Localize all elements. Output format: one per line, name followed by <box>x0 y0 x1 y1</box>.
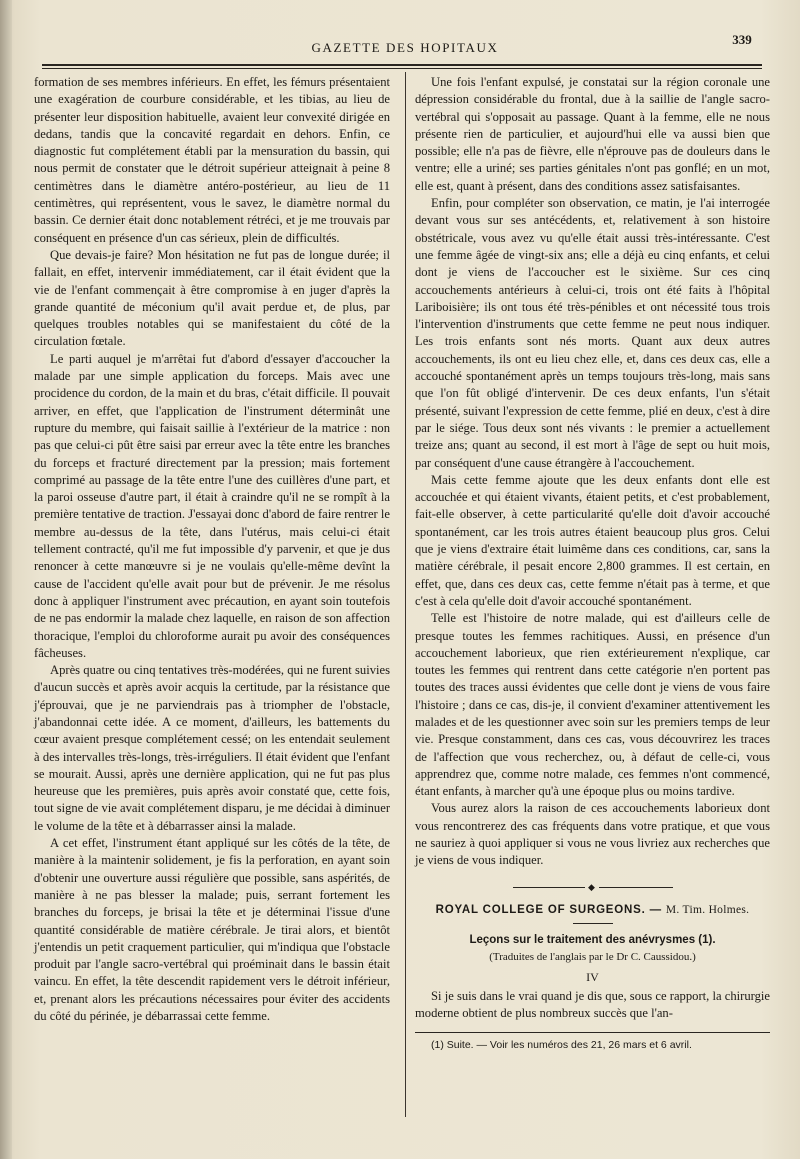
paragraph: A cet effet, l'instrument étant appliqué sur les côtés de la tête, de manière à la maintenir solidement, je fis la perforation, en ayant soin d'obtenir une ouverture aussi régulière que possible, sans aspérités, de manière à ne pas blesser la malade; puis, serrant fortement les branches du forceps, je brisai la tête et je déterminai l'issue d'une quantité considérable de matière cérébrale. Je tirai alors, et bientôt j'entendis un petit craquement particulier, qui m'indiqua que l'obstacle produit par l'angle sacro-vertébral qui proéminait dans le bassin était vaincu. En effet, la tête descendit rapidement vers le détroit inférieur, et, prenant alors les précautions nécessaires pour éviter des accidents du côté du périnée, je débarrassai cette femme. <box>34 836 390 1024</box>
footnote: (1) Suite. — Voir les numéros des 21, 26 mars et 6 avril. <box>431 1039 692 1052</box>
paragraph: Le parti auquel je m'arrêtai fut d'abord d'essayer d'accoucher la malade par une simple application du forceps. Mais avec une procidence du cordon, de la main et du bras, c'était difficile. Il pouvait arriver, en effet, que l'application de l'instrument déterminât une rupture du membre, qui faisait saillie à l'extérieur de la matrice : non pas que celui-ci pût être saisi par erreur avec la tête entre les branches du forceps et fracturé directement par la pression; mais fortement comprimé au passage de la tête entre l'une des cuillères d'une part, et la paroi osseuse d'autre part, il était à craindre qu'il ne se rompît à la première tentative de traction. J'essayai donc d'abord de faire rentrer le membre au-dessus de la tête, dans l'utérus, mais celui-ci était tellement contracté, qu'il me fut impossible d'y parvenir, et que je dus renoncer à cette manœuvre si je ne voulais qu'elle-même devînt la cause de l'accident qu'elle avait pour but de prévenir. Je me résolus donc à appliquer l'instrument avec précaution, en ayant soin toutefois de ne pas endormir la malade chez laquelle, en raison de son affection thoracique, l'emploi du chloroforme aurait pu avoir des conséquences fâcheuses. <box>34 351 390 660</box>
section-title-text: ROYAL COLLEGE OF SURGEONS. — <box>435 903 662 916</box>
paragraph: Que devais-je faire? Mon hésitation ne fut pas de longue durée; il fallait, en effet, intervenir immédiatement, car il était évident que la vie de l'enfant commençait à être compromise à en juger d'après la grande quantité de méconium qu'il avait perdue et, de plus, par quelques troubles notables qui se manifestaient du côté de la circulation fœtale. <box>34 247 390 349</box>
paragraph: Après quatre ou cinq tentatives très-modérées, qui ne furent suivies d'aucun succès et après avoir acquis la certitude, par la résistance que j'éprouvai, que je ne parviendrais pas à triompher de l'obstacle, j'abandonnai cette idée. A ce moment, d'ailleurs, les battements du cœur avaient presque complétement cessé; on les entendait seulement à des intervalles très-longs, très-irréguliers. Il était évident que l'enfant se mourait. Aussi, après une dernière application, qui ne fut pas plus heureuse que les premières, puis après avoir constaté que, cette fois, tout signe de vie avait complétement disparu, je me décidai à diminuer le volume de la tête et à débarrasser ainsi la malade. <box>34 663 391 833</box>
running-head: GAZETTE DES HOPITAUX <box>311 40 499 55</box>
lecture-number: IV <box>586 969 599 984</box>
left-column <box>34 74 390 1025</box>
section-author: M. Tim. Holmes. <box>665 903 750 916</box>
paragraph: Une fois l'enfant expulsé, je constatai sur la région coronale une dépression considérable du frontal, due à la saillie de l'angle sacro-vertébral qui s'opposait au passage. Quant à la femme, elle ne nous présente rien de particulier, et aujourd'hui elle va aussi bien que possible; elle n'a pas de fièvre, elle n'éprouve pas de douleurs dans le ventre; elle a uriné; ses parties génitales n'ont pas gonflé; en un mot, elle est, quant à présent, dans des conditions assez satisfaisantes. <box>415 75 770 193</box>
footnote-rule <box>415 1032 770 1033</box>
page-binding-edge <box>0 0 12 1159</box>
section-title <box>415 902 770 919</box>
paragraph: Enfin, pour compléter son observation, ce matin, je l'ai interrogée devant vous sur ses antécédents, et, relativement à son histoire obstétricale, vous avez vu qu'elle était aussi très-intéressante. C'est une femme âgée de vingt-six ans; elle a déjà eu cinq enfants, et celui dont je viens de l'accoucher est le sixième. Sur ces cinq accouchements antérieurs à celui-ci, trois ont été faits à l'hôpital Lariboisière; ils ont tous été très-pénibles et ont nécessité tous trois l'intervention d'instruments que cette femme ne peut nous indiquer. Les trois enfants sont nés morts. Quant aux deux autres accouchements, ils ont eu lieu chez elle, et, dans ces deux cas, elle a accouché spontanément après un temps toujours très-long, mais sans que l'on fût obligé d'intervenir. De ces deux enfants, l'un s'était présenté, suivant l'expression de cette femme, plié en deux, c'est à dire par le siége. Tous deux sont nés vivants : le premier a actuellement treize ans; quant au second, il est mort à l'âge de sept ou huit mois, par conséquent d'une cause étrangère à l'accouchement. <box>415 196 770 470</box>
page-number: 339 <box>732 32 752 47</box>
paragraph: Si je suis dans le vrai quand je dis que, sous ce rapport, la chirurgie moderne obtient de plus nombreux succès que l'an- <box>415 988 770 1021</box>
paragraph: Telle est l'histoire de notre malade, qui est d'ailleurs celle de presque toutes les femmes rachitiques. Aussi, en présence d'un accouchement laborieux, que rien extérieurement n'explique, car toutes les femmes qui rentrent dans cette catégorie n'en portent pas toutes des traces aussi évidentes que celle dont je viens de vous faire l'histoire ; dans ce cas, dis-je, il convient d'examiner attentivement les malades et de les questionner avec soin sur les premiers temps de leur vie. Presque constamment, dans ces cas, vous découvrirez les traces de l'affection que vous recherchez, ou, à défaut de celle-ci, vous apprendrez que, comme notre malade, ces femmes n'ont commencé, étant enfants, à marcher qu'à une époque plus ou moins tardive. <box>415 611 770 799</box>
paragraph: Vous aurez alors la raison de ces accouchements laborieux dont vous rencontrerez des cas fréquents dans votre pratique, et que vous ne sauriez à quoi appliquer si vous ne vous livriez aux recherches que je viens de vous indiquer. <box>415 801 770 868</box>
column-separator <box>405 72 406 1117</box>
paragraph: Mais cette femme ajoute que les deux enfants dont elle est accouchée et qui étaient vivants, étaient petits, et c'est probablement, fait-elle observer, à cette particularité qu'elle doit d'avoir accouché spontanément, car les trois autres étaient beaucoup plus gros. Celui que je viens d'extraire était luimême dans ces conditions, car, sans la matière cérébrale, il pesait encore 2,800 grammes. Il est certain, en effet, que, dans ces deux cas, cette femme n'était pas à terme, et que c'est à cela qu'elle doit d'avoir accouché spontanément. <box>415 472 770 608</box>
right-column <box>415 74 770 1055</box>
lecture-title: Leçons sur le traitement des anévrysmes (1). <box>469 933 716 946</box>
header-rule <box>42 64 762 66</box>
section-divider-ornament: ◆ <box>513 884 673 890</box>
header-rule-thin <box>42 68 762 69</box>
short-rule <box>573 923 613 924</box>
paragraph: formation de ses membres inférieurs. En effet, les fémurs présentaient une exagération de courbure considérable, et les tibias, au lieu de présenter leur disposition habituelle, avaient leur convexité dirigée en dedans, tandis que la concavité regardait en dehors. Enfin, ce diagnostic fut complétement établi par la mensuration du bassin, qui nous permit de constater que le détroit supérieur atteignait à peine 8 centimètres dans le diamètre antéro-postérieur, au lieu de 11 centimètres, qui représentent, vous le savez, le diamètre normal du bassin. Ce dernier était donc notablement rétréci, et je me trouvais par conséquent en présence d'un cas sérieux, plein de difficultés. <box>34 75 390 245</box>
translator-note: (Traduites de l'anglais par le Dr C. Caussidou.) <box>489 951 696 964</box>
